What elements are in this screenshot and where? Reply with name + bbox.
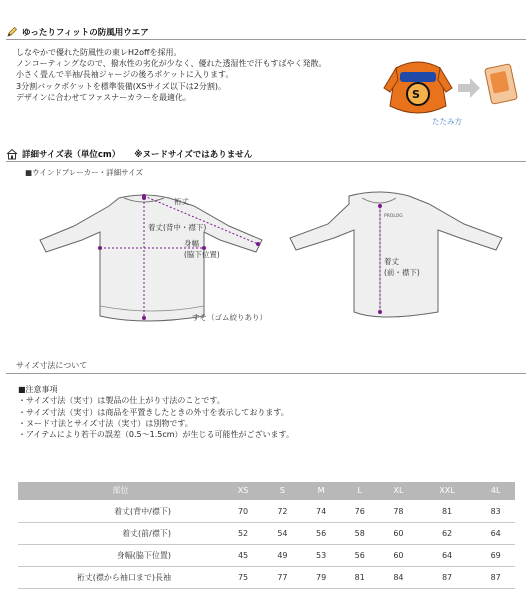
folding-caption: たたみ方 — [432, 117, 462, 126]
table-row — [18, 566, 515, 588]
note-item: ・サイズ寸法（実寸）は商品を平置きしたときの外寸を表示しております。 — [18, 407, 289, 417]
table-cell: 87 — [476, 566, 515, 588]
table-cell: 49 — [263, 544, 302, 566]
table-header-cell: M — [302, 482, 341, 500]
table-cell-part: 着丈(前/襟下) — [18, 522, 223, 544]
size-table — [18, 482, 515, 589]
jacket-front-view — [290, 192, 502, 317]
table-cell: 58 — [340, 522, 379, 544]
table-header-row — [18, 482, 515, 500]
table-row — [18, 500, 515, 522]
note-item: ・サイズ寸法（実寸）は製品の仕上がり寸法のことです。 — [18, 396, 225, 406]
brand-mark: PROLOG — [384, 214, 403, 219]
house-icon — [6, 148, 18, 160]
table-cell: 60 — [379, 522, 418, 544]
table-cell: 84 — [379, 566, 418, 588]
table-header-cell: XL — [379, 482, 418, 500]
table-cell: 64 — [476, 522, 515, 544]
table-cell-part: 身幅(脇下位置) — [18, 544, 223, 566]
table-cell: 56 — [302, 522, 341, 544]
hem-label: すそ（ゴム絞りあり） — [192, 313, 267, 322]
length-front-label: 着丈 — [384, 257, 399, 266]
table-cell-part: 裄丈(襟から袖口まで)長袖 — [18, 566, 223, 588]
svg-text:S: S — [412, 88, 420, 101]
table-cell: 52 — [223, 522, 263, 544]
table-header-cell: L — [340, 482, 379, 500]
section-header-size-chart — [6, 146, 526, 162]
feature-item: ノンコーティングなので、撥水性の劣化が少なく、優れた透湿性で汗もすばやく発散。 — [16, 59, 327, 69]
table-cell: 72 — [263, 500, 302, 522]
chest-label-sub: (脇下位置) — [184, 250, 220, 259]
table-header-cell: 4L — [476, 482, 515, 500]
feature-list — [16, 47, 336, 103]
table-cell: 56 — [340, 544, 379, 566]
table-cell: 70 — [223, 500, 263, 522]
length-back-label: 着丈(背中・襟下) — [148, 223, 207, 232]
table-cell: 69 — [476, 544, 515, 566]
table-cell: 79 — [302, 566, 341, 588]
table-header-cell: S — [263, 482, 302, 500]
table-cell: 62 — [418, 522, 477, 544]
section-header-features — [6, 24, 526, 40]
jacket-diagram — [24, 186, 514, 336]
table-cell: 53 — [302, 544, 341, 566]
table-row — [18, 522, 515, 544]
table-cell: 81 — [340, 566, 379, 588]
table-cell: 78 — [379, 500, 418, 522]
section-header-size-notes: サイズ寸法について — [6, 360, 526, 374]
table-cell: 64 — [418, 544, 477, 566]
feature-item: しなやかで優れた防風性の東レH2offを採用。 — [16, 48, 182, 57]
features-title: ゆったりフィットの防風用ウエア — [22, 27, 149, 38]
feature-item: 3分割バックポケットを標準装備(XSサイズ以下は2分割)。 — [16, 81, 226, 91]
length-front-label-sub: (前・襟下) — [384, 268, 420, 277]
table-cell: 87 — [418, 566, 477, 588]
size-chart-title — [22, 148, 266, 160]
arrow-right-icon — [458, 78, 480, 98]
table-cell: 74 — [302, 500, 341, 522]
table-cell: 76 — [340, 500, 379, 522]
table-cell: 81 — [418, 500, 477, 522]
pencil-icon — [6, 26, 18, 38]
table-cell-part: 着丈(背中/襟下) — [18, 500, 223, 522]
table-cell: 83 — [476, 500, 515, 522]
table-cell: 75 — [223, 566, 263, 588]
diagram-subtitle: ■ウインドブレーカー・詳細サイズ — [25, 168, 144, 177]
note-item: ・アイテムにより若干の誤差（0.5～1.5cm）が生じる可能性がございます。 — [18, 430, 294, 440]
notes-heading: ■注意事項 — [18, 385, 58, 394]
table-row — [18, 544, 515, 566]
sleeve-label: 裄丈 — [174, 197, 189, 206]
table-header-cell: XXL — [418, 482, 477, 500]
chest-label: 身幅 — [184, 239, 199, 248]
feature-item: デザインに合わせてファスナーカラーを最適化。 — [16, 92, 191, 102]
jersey-image — [384, 62, 452, 113]
table-cell: 77 — [263, 566, 302, 588]
size-chart-title-text: 詳細サイズ表（単位cm） — [22, 149, 121, 160]
notes-block — [18, 384, 294, 440]
folded-pouch-image — [485, 64, 518, 105]
table-cell: 54 — [263, 522, 302, 544]
jacket-back-view — [40, 195, 262, 321]
table-header-cell: 部位 — [18, 482, 223, 500]
table-cell: 60 — [379, 544, 418, 566]
size-chart-note: ※ヌードサイズではありません — [134, 149, 253, 160]
table-header-cell: XS — [223, 482, 263, 500]
table-cell: 45 — [223, 544, 263, 566]
feature-item: 小さく畳んで半袖/長袖ジャージの後ろポケットに入ります。 — [16, 70, 234, 80]
note-item: ・ヌード寸法とサイズ寸法（実寸）は別物です。 — [18, 418, 193, 428]
